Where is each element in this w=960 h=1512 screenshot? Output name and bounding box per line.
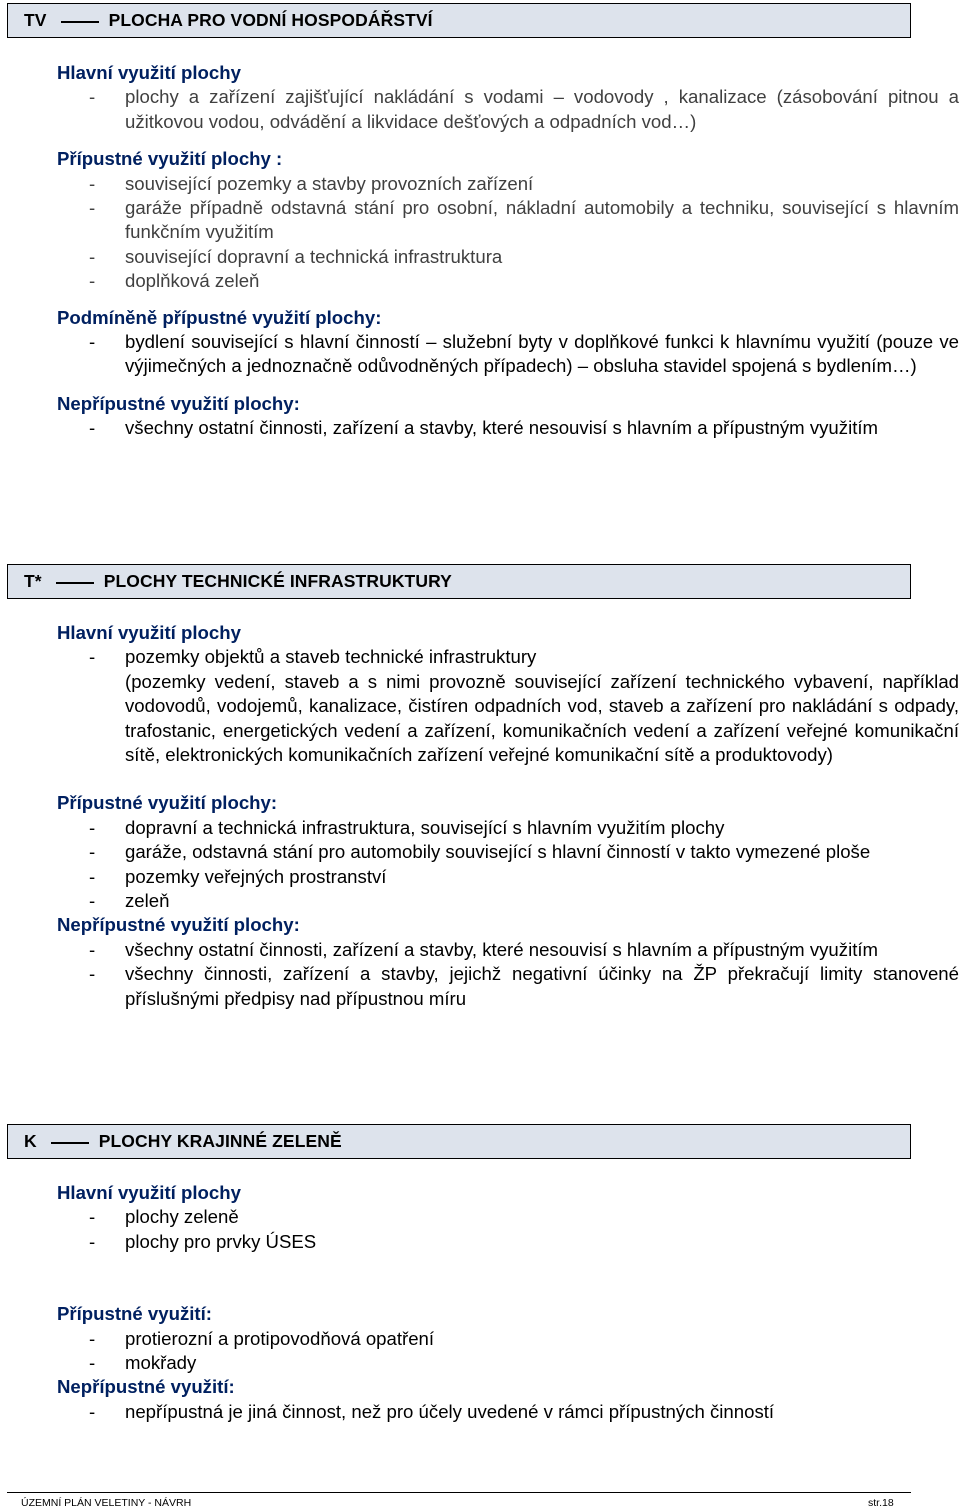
section-title: PLOCHY KRAJINNÉ ZELENĚ	[98, 1131, 342, 1151]
heading-main-use: Hlavní využití plochy	[57, 622, 241, 643]
heading-prohibited-use: Nepřípustné využití:	[57, 1376, 235, 1398]
list-item: - bydlení související s hlavní činností – služební byty v doplňkové funkci k hlavnímu využití (pouze ve výjimečných a jednoznačně odůvodněných případech) – obsluha stavidel spojená s bydlením…)	[89, 331, 959, 377]
list-item: - nepřípustná je jiná činnost, než pro účely uvedené v rámci přípustných činností	[89, 1400, 775, 1422]
list-item: - garáže případně odstavná stání pro osobní, nákladní automobily a techniku, související s hlavním funkčním využitím	[89, 197, 959, 243]
heading-permitted-use: Přípustné využití:	[57, 1303, 212, 1325]
section-code: TV	[24, 10, 47, 30]
list-item: - všechny ostatní činnosti, zařízení a stavby, které nesouvisí s hlavním a přípustným využitím	[89, 417, 879, 439]
list-item: - plochy zeleně	[89, 1206, 239, 1228]
list-item: - pozemky objektů a staveb technické infrastruktury	[89, 646, 537, 668]
list-item: - všechny ostatní činnosti, zařízení a stavby, které nesouvisí s hlavním a přípustným využitím	[89, 938, 879, 960]
heading-main-use: Hlavní využití plochy	[57, 1182, 241, 1203]
list-item: - dopravní a technická infrastruktura, související s hlavním využitím plochy	[89, 816, 725, 838]
list-item-note: (pozemky vedení, staveb a s nimi provozně související zařízení technického vybavení, například vodovodů, vodojemů, kanalizace, čistíren odpadních vod, staveb a zařízení pro nakládání s odpady, trafostanic, energetických vedení a zařízení, komunikačních vedení a zařízení veřejné komunikační sítě, elektronických komunikačních zařízení veřejné komunikační sítě a produktovody)	[125, 670, 959, 766]
header-dash	[61, 21, 99, 23]
list-item: - protierozní a protipovodňová opatření	[89, 1327, 435, 1349]
list-item: - související dopravní a technická infrastruktura	[89, 245, 503, 267]
section-code: T*	[24, 571, 42, 591]
list-item: - plochy a zařízení zajišťující nakládání s vodami – vodovody , kanalizace (zásobování pitnou a užitkovou vodou, odvádění a likvidace dešťových a odpadních vod…)	[89, 86, 959, 132]
heading-conditional-use: Podmíněně přípustné využití plochy:	[57, 306, 382, 328]
heading-main-use: Hlavní využití plochy	[57, 62, 241, 83]
list-item: - všechny činnosti, zařízení a stavby, jejichž negativní účinky na ŽP překračují limity stanovené příslušnými předpisy nad přípustnou míru	[89, 963, 959, 1009]
list-item: - doplňková zeleň	[89, 270, 260, 292]
heading-prohibited-use: Nepřípustné využití plochy:	[57, 914, 300, 936]
footer-rule	[7, 1492, 911, 1493]
section-title: PLOCHY TECHNICKÉ INFRASTRUKTURY	[103, 571, 452, 591]
list-item: - související pozemky a stavby provozních zařízení	[89, 172, 534, 194]
list-item: - mokřady	[89, 1352, 197, 1374]
section-body-k	[57, 1181, 959, 1424]
page-number: str.18	[868, 1497, 894, 1509]
section-code: K	[24, 1131, 37, 1151]
heading-permitted-use: Přípustné využití plochy :	[57, 148, 283, 170]
list-item: - pozemky veřejných prostranství	[89, 865, 387, 887]
header-dash	[56, 582, 94, 584]
section-title: PLOCHA PRO VODNÍ HOSPODÁŘSTVÍ	[108, 10, 433, 30]
list-item: - plochy pro prvky ÚSES	[89, 1230, 317, 1252]
heading-permitted-use: Přípustné využití plochy:	[57, 792, 278, 814]
section-header-tv	[7, 3, 911, 38]
list-item: - zeleň	[89, 890, 170, 912]
header-dash	[51, 1142, 89, 1144]
heading-prohibited-use: Nepřípustné využití plochy:	[57, 392, 300, 414]
footer-document-title: ÚZEMNÍ PLÁN VELETINY - NÁVRH	[21, 1497, 192, 1509]
section-body-tv	[57, 61, 959, 441]
section-header-k	[7, 1124, 911, 1159]
list-item: - garáže, odstavná stání pro automobily související s hlavní činností v takto vymezené ploše	[89, 841, 871, 863]
section-body-t	[57, 621, 959, 1011]
section-header-t	[7, 564, 911, 599]
